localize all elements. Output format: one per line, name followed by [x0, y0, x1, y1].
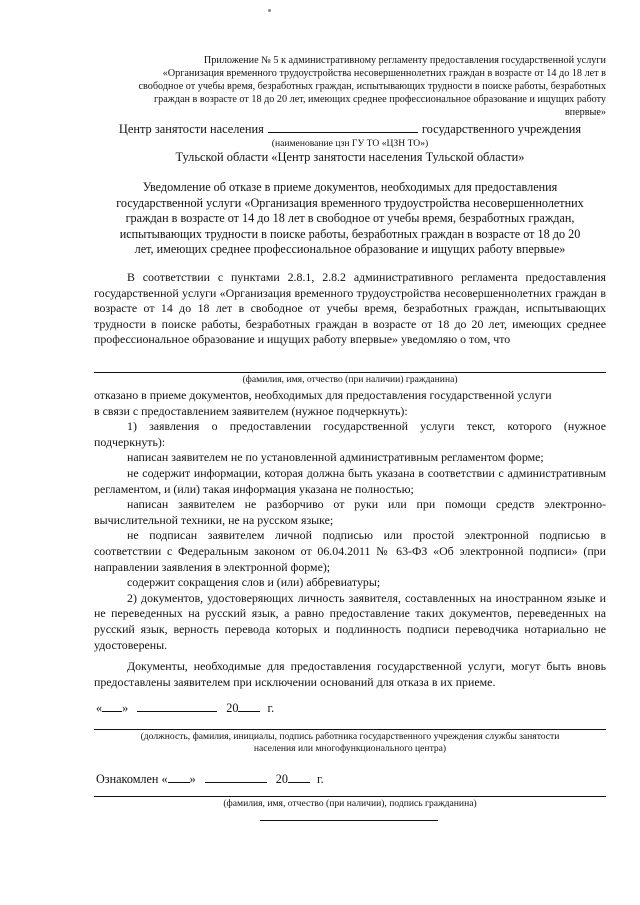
scan-speck [268, 9, 271, 12]
header-right-text: государственного учреждения [421, 122, 582, 136]
reason-option: не содержит информации, которая должна быть указана в соответствии с административным регламентом, и (или) такая информация указана не полностью; [94, 465, 606, 496]
appendix-line: свободное от учебы время, безработных граждан, испытывающих трудности в поиске работы, безработных [138, 80, 606, 92]
date-line [96, 700, 274, 716]
closing-paragraph: Документы, необходимые для предоставления государственной услуги, могут быть вновь предоставлены заявителем при исключении оснований для отказа в их приеме. [94, 659, 606, 689]
document-title [94, 180, 606, 258]
year-prefix: 20 [226, 701, 239, 715]
center-name-blank[interactable] [268, 121, 418, 133]
appendix-line: «Организация временного трудоустройства несовершеннолетних граждан в возрасте от 14 до 18 лет в [162, 67, 606, 79]
ack-year-prefix: 20 [275, 772, 288, 786]
reason-item-1: 1) заявления о предоставлении государственной услуги текст, которого (нужное подчеркнуть): [94, 419, 606, 449]
institution-name: Тульской области «Центр занятости населения Тульской области» [175, 150, 525, 164]
refusal-reason-intro: в связи с предоставлением заявителем (нужное подчеркнуть): [94, 403, 408, 418]
ack-day-blank[interactable] [168, 771, 190, 783]
appendix-line: впервые» [564, 106, 606, 118]
official-signature-line[interactable] [94, 729, 606, 730]
ack-year-blank[interactable] [288, 771, 310, 783]
title-line: государственной услуги «Организация временного трудоустройства несовершеннолетних [116, 195, 584, 210]
title-line: испытывающих трудности в поиске работы, безработных граждан в возрасте от 18 до 20 [119, 226, 581, 241]
ack-month-blank[interactable] [205, 771, 267, 783]
citizen-signature-line[interactable] [94, 796, 606, 797]
year-suffix: г. [267, 701, 275, 715]
intro-paragraph: В соответствии с пунктами 2.8.1, 2.8.2 административного регламента предоставления государственной услуги «Организация временного трудоустройства несовершеннолетних граждан в возрасте от 14 до 18 лет в свободное от учебы время, безработных граждан, испытывающих трудности в поиске работы, безработных граждан в возрасте от 18 до 20 лет, имеющих среднее профессиональное образование и ищущих работу впервые» уведомляю о том, что [94, 270, 606, 347]
ack-year-suffix: г. [317, 772, 324, 786]
reason-option: написан заявителем не разборчиво от руки или при помощи средств электронно-вычислительной техники, не на русском языке; [94, 497, 606, 527]
reason-option: содержит сокращения слов и (или) аббревиатуры; [127, 575, 381, 590]
reason-option: написан заявителем не по установленной административным регламентом форме; [127, 450, 544, 465]
ack-close-quote: » [189, 772, 196, 786]
center-name-note: (наименование цзн ГУ ТО «ЦЗН ТО») [271, 138, 429, 149]
header-left-text: Центр занятости населения [118, 122, 264, 136]
title-line: лет, имеющих среднее профессиональное образование и ищущих работу впервые» [134, 242, 566, 256]
ack-label: Ознакомлен « [96, 772, 168, 786]
employment-center-line [100, 121, 600, 137]
appendix-line: Приложение № 5 к административному регламенту предоставления государственной услуги [203, 55, 606, 66]
appendix-line: граждан в возрасте от 18 до 20 лет, имеющих среднее профессиональное образование и ищущих работу [154, 93, 606, 105]
refusal-statement: отказано в приеме документов, необходимых для предоставления государственной услуги [94, 388, 552, 402]
bottom-short-rule [260, 820, 438, 821]
close-quote: » [122, 701, 129, 715]
month-blank[interactable] [137, 700, 217, 712]
fio-note: (фамилия, имя, отчество (при наличии) гражданина) [242, 374, 458, 385]
reason-option: не подписан заявителем личной подписью или простой электронной подписью в соответствии с Федеральным законом от 06.04.2011 № 63-ФЗ «Об электронной подписи» (при направлении заявления в электронной форме); [94, 528, 606, 574]
citizen-signature-note: (фамилия, имя, отчество (при наличии), подпись гражданина) [223, 798, 477, 809]
fio-blank-line[interactable] [94, 372, 606, 373]
title-line: Уведомление об отказе в приеме документов, необходимых для предоставления [142, 180, 558, 194]
post-note-line: (должность, фамилия, инициалы, подпись работника государственного учреждения службы занятости [140, 731, 560, 742]
appendix-note [118, 55, 606, 120]
year-blank[interactable] [238, 700, 260, 712]
open-quote: « [96, 701, 103, 715]
official-signature-note [94, 731, 606, 755]
acknowledgement-line [96, 771, 324, 787]
day-blank[interactable] [102, 700, 122, 712]
reason-item-2: 2) документов, удостоверяющих личность заявителя, составленных на иностранном языке и не переведенных на русский язык, а равно предоставление таких документов, переведенных на русский язык, верность перевода которых и подлинность подписи переводчика нотариально не удостоверены. [94, 590, 606, 652]
title-line: граждан в возрасте от 14 до 18 лет в свободное от учебы время, безработных граждан, [125, 211, 575, 225]
post-note-line: населения или многофункционального центра) [253, 743, 447, 754]
refusal-section [94, 388, 606, 653]
